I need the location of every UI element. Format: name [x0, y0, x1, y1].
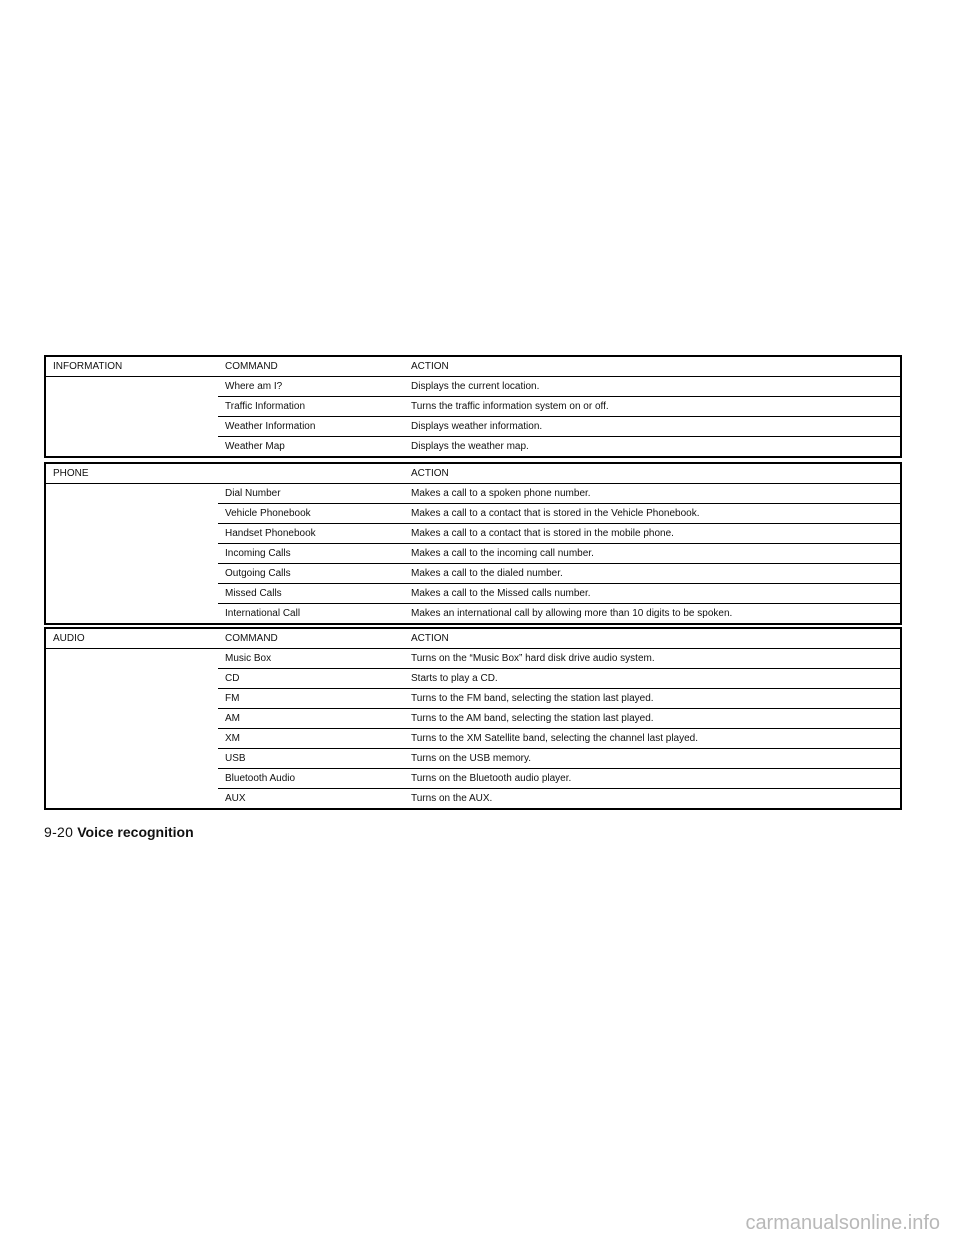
table-header-row: [45, 463, 901, 484]
action-cell: Displays weather information.: [404, 417, 901, 437]
command-cell: Where am I?: [218, 377, 404, 397]
table-header-row: [45, 356, 901, 377]
command-cell: Weather Information: [218, 417, 404, 437]
command-cell: Missed Calls: [218, 584, 404, 604]
action-cell: Makes a call to the dialed number.: [404, 564, 901, 584]
action-header: ACTION: [404, 463, 901, 484]
command-cell: XM: [218, 729, 404, 749]
action-cell: Makes a call to a contact that is stored in the Vehicle Phonebook.: [404, 504, 901, 524]
action-cell: Starts to play a CD.: [404, 669, 901, 689]
action-cell: Turns on the Bluetooth audio player.: [404, 769, 901, 789]
command-header: COMMAND: [218, 356, 404, 377]
command-cell: Traffic Information: [218, 397, 404, 417]
action-cell: Makes a call to the Missed calls number.: [404, 584, 901, 604]
command-cell: Outgoing Calls: [218, 564, 404, 584]
category-header: INFORMATION: [45, 356, 218, 377]
command-cell: Weather Map: [225, 441, 285, 452]
table-row: [45, 484, 901, 504]
action-cell: Makes a call to the incoming call number.: [404, 544, 901, 564]
command-cell: International Call: [225, 608, 301, 619]
command-cell: USB: [218, 749, 404, 769]
page-footer: [44, 824, 194, 840]
table-header-row: [45, 628, 901, 649]
action-cell: Turns to the FM band, selecting the station last played.: [404, 689, 901, 709]
category-header: PHONE: [45, 463, 218, 484]
command-cell: Handset Phonebook: [218, 524, 404, 544]
action-header: ACTION: [404, 356, 901, 377]
audio-commands-table: [44, 627, 902, 810]
action-cell: Turns to the XM Satellite band, selecting the channel last played.: [404, 729, 901, 749]
command-cell: Dial Number: [218, 484, 404, 504]
action-cell: Makes a call to a spoken phone number.: [404, 484, 901, 504]
command-header: COMMAND: [218, 628, 404, 649]
information-commands-table: [44, 355, 902, 458]
page-number: 9-20: [44, 824, 74, 840]
category-cell: [45, 377, 218, 458]
command-cell: Incoming Calls: [218, 544, 404, 564]
category-cell: [45, 649, 218, 810]
command-cell: Vehicle Phonebook: [218, 504, 404, 524]
action-cell: Displays the current location.: [404, 377, 901, 397]
action-cell: Makes an international call by allowing more than 10 digits to be spoken.: [411, 608, 733, 619]
action-cell: Turns to the AM band, selecting the station last played.: [404, 709, 901, 729]
command-header: [218, 463, 404, 484]
category-header: AUDIO: [45, 628, 218, 649]
command-cell: AUX: [225, 793, 246, 804]
action-cell: Displays the weather map.: [411, 441, 529, 452]
action-cell: Makes a call to a contact that is stored in the mobile phone.: [404, 524, 901, 544]
action-cell: Turns on the USB memory.: [404, 749, 901, 769]
command-cell: CD: [218, 669, 404, 689]
phone-commands-table: [44, 462, 902, 625]
action-cell: Turns on the AUX.: [411, 793, 493, 804]
command-cell: FM: [218, 689, 404, 709]
table-row: [45, 649, 901, 669]
section-title: Voice recognition: [77, 824, 194, 840]
action-cell: Turns the traffic information system on or off.: [404, 397, 901, 417]
command-cell: AM: [218, 709, 404, 729]
command-cell: Music Box: [218, 649, 404, 669]
action-header: ACTION: [404, 628, 901, 649]
category-cell: [45, 484, 218, 625]
watermark: carmanualsonline.info: [745, 1212, 940, 1234]
table-row: [45, 377, 901, 397]
command-cell: Bluetooth Audio: [218, 769, 404, 789]
action-cell: Turns on the “Music Box” hard disk drive audio system.: [404, 649, 901, 669]
